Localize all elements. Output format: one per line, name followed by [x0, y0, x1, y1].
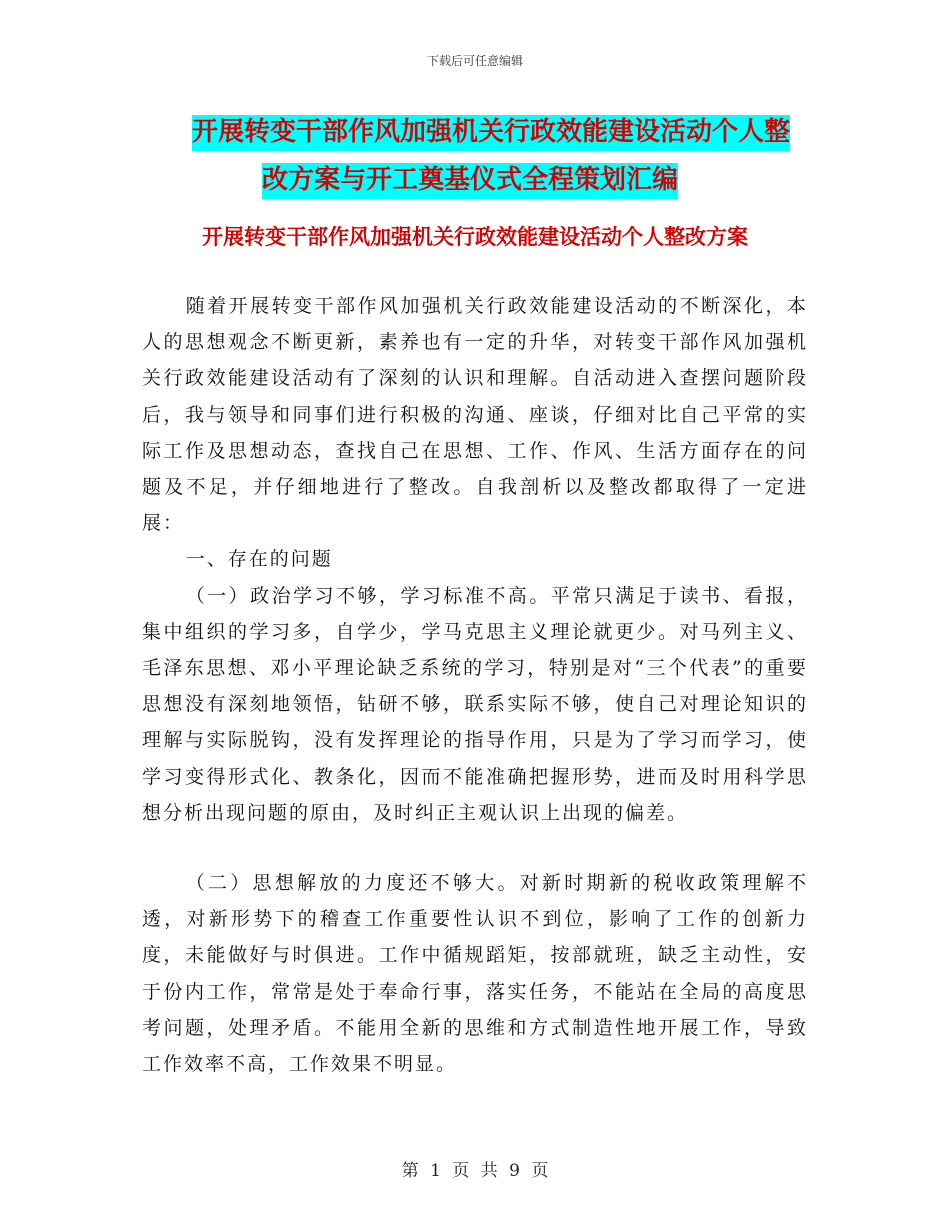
section-title: 开展转变干部作风加强机关行政效能建设活动个人整改方案 — [202, 225, 748, 249]
paragraph-problem-1: （一）政治学习不够，学习标准不高。平常只满足于读书、看报，集中组织的学习多，自学少，学马克思主义理论就更少。对马列主义、毛泽东思想、邓小平理论缺乏系统的学习，特别是对“三个代表”的重要思想没有深刻地领悟，钻研不够，联系实际不够，使自己对理论知识的理解与实际脱钩，没有发挥理论的指导作用，只是为了学习而学习，使学习变得形式化、教条化，因而不能准确把握形势，进而及时用科学思想分析出现问题的原由，及时纠正主观认识上出现的偏差。 — [142, 584, 808, 824]
paragraph-problem-2: （二）思想解放的力度还不够大。对新时期新的税收政策理解不透，对新形势下的稽查工作重要性认识不到位，影响了工作的创新力度，未能做好与时俱进。工作中循规蹈矩，按部就班，缺乏主动性，安于份内工作，常常是处于奉命行事，落实任务，不能站在全局的高度思考问题，处理矛盾。不能用全新的思维和方式制造性地开展工作，导致工作效率不高，工作效果不明显。 — [142, 872, 808, 1076]
document-title-line-1: 开展转变干部作风加强机关行政效能建设活动个人整 — [192, 115, 790, 151]
document-title-line-2: 改方案与开工奠基仪式全程策划汇编 — [262, 163, 678, 199]
page-number-footer: 第 1 页 共 9 页 — [401, 1161, 549, 1181]
page-header-note: 下载后可任意编辑 — [426, 54, 523, 68]
paragraph-intro: 随着开展转变干部作风加强机关行政效能建设活动的不断深化，本人的思想观念不断更新，素养也有一定的升华，对转变干部作风加强机关行政效能建设活动有了深刻的认识和理解。自活动进入查摆问题阶段后，我与领导和同事们进行积极的沟通、座谈，仔细对比自己平常的实际工作及思想动态，查找自己在思想、工作、作风、生活方面存在的问题及不足，并仔细地进行了整改。自我剖析以及整改都取得了一定进展： — [142, 295, 808, 535]
document-body — [142, 288, 808, 1082]
document-title — [150, 108, 820, 204]
paragraph-heading-problems: 一、存在的问题 — [185, 548, 333, 571]
